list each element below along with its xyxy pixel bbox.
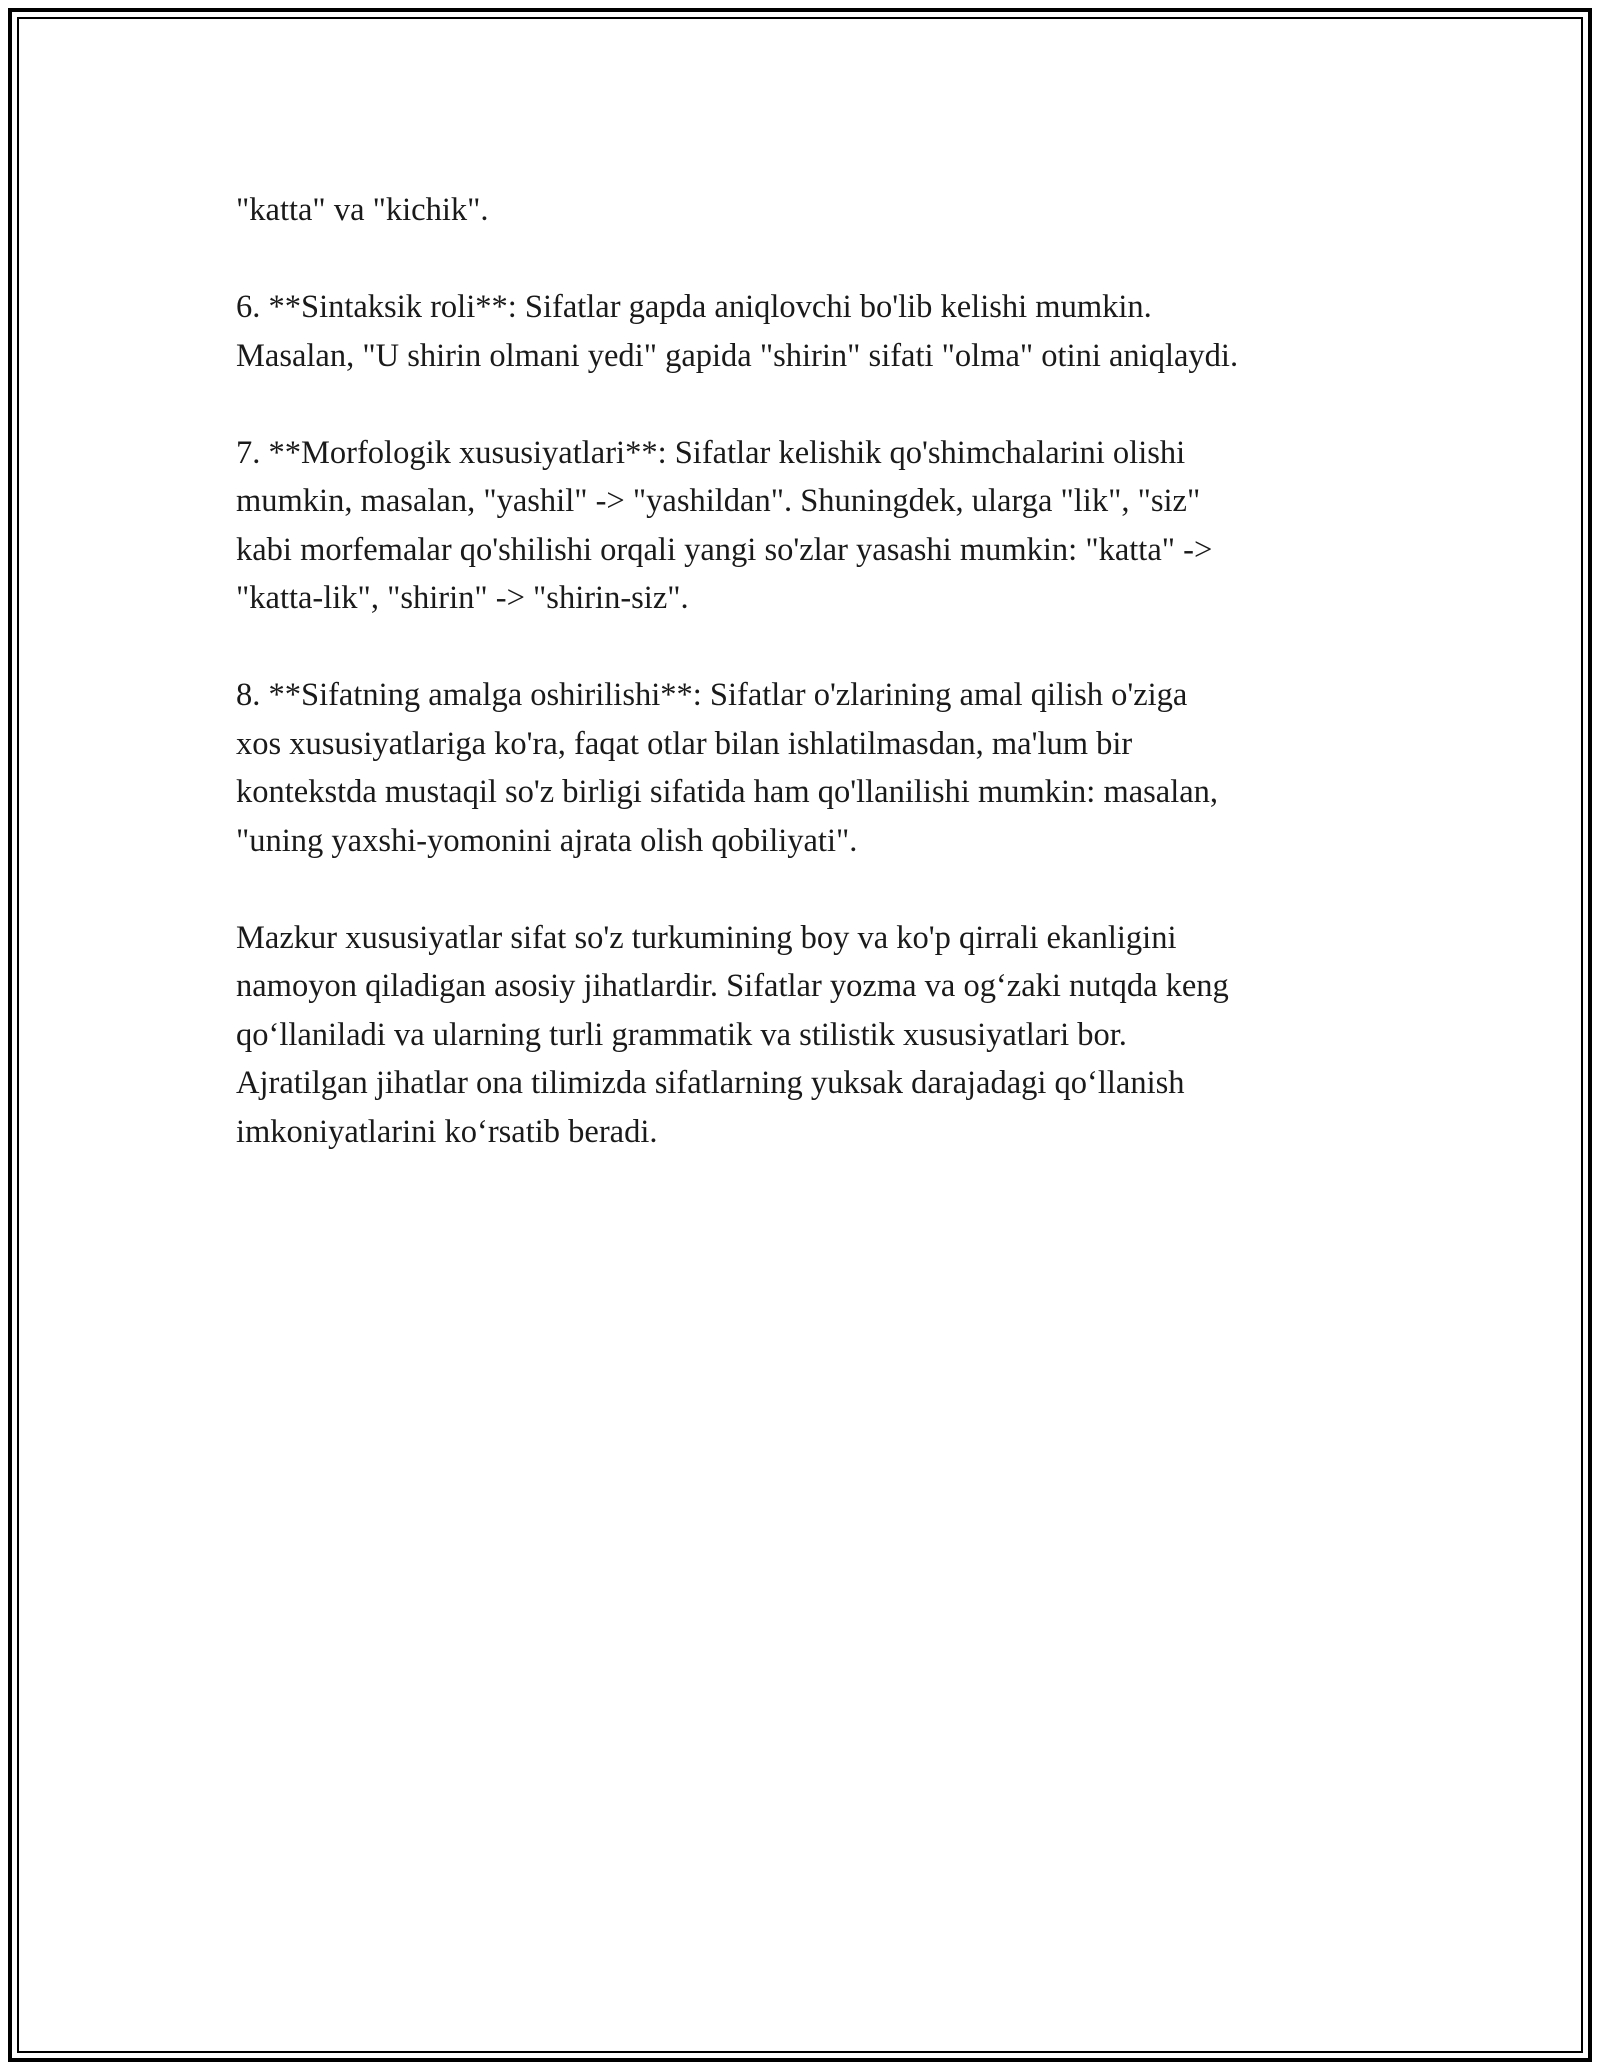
text-line: mumkin, masalan, "yashil" -> "yashildan". Shuningdek, ularga "lik", "siz" xyxy=(236,483,1201,519)
paragraph-item-8 xyxy=(236,671,1386,865)
text-line: Masalan, "U shirin olmani yedi" gapida "shirin" sifati "olma" otini aniqlaydi. xyxy=(236,337,1239,374)
text-line: 7. **Morfologik xususiyatlari**: Sifatlar kelishik qo'shimchalarini olishi xyxy=(236,434,1186,471)
paragraph-item-7 xyxy=(236,429,1386,623)
paragraph-conclusion xyxy=(236,914,1386,1157)
text-line: "katta-lik", "shirin" -> "shirin-siz". xyxy=(236,580,689,616)
text-line: 8. **Sifatning amalga oshirilishi**: Sifatlar o'zlarining amal qilish o'ziga xyxy=(236,677,1188,713)
text-line: Ajratilgan jihatlar ona tilimizda sifatlarning yuksak darajadagi qo‘llanish xyxy=(236,1065,1185,1101)
text-line: 6. **Sintaksik roli**: Sifatlar gapda aniqlovchi bo'lib kelishi mumkin. xyxy=(236,289,1152,325)
text-line: "katta" va "kichik". xyxy=(236,192,489,228)
text-line: imkoniyatlarini ko‘rsatib beradi. xyxy=(236,1113,658,1150)
text-line: Mazkur xususiyatlar sifat so'z turkumining boy va ko'p qirrali ekanligini xyxy=(236,919,1177,956)
text-line: "uning yaxshi-yomonini ajrata olish qobiliyati". xyxy=(236,822,858,859)
text-line: kontekstda mustaqil so'z birligi sifatida ham qo'llanilishi mumkin: masalan, xyxy=(236,774,1219,810)
text-line: qo‘llaniladi va ularning turli grammatik va stilistik xususiyatlari bor. xyxy=(236,1016,1127,1053)
document-body xyxy=(236,186,1386,1205)
text-line: kabi morfemalar qo'shilishi orqali yangi so'zlar yasashi mumkin: "katta" -> xyxy=(236,531,1213,568)
text-line: namoyon qiladigan asosiy jihatlardir. Sifatlar yozma va og‘zaki nutqda keng xyxy=(236,968,1229,1004)
paragraph-continuation xyxy=(236,186,1386,235)
paragraph-item-6 xyxy=(236,283,1386,380)
text-line: xos xususiyatlariga ko'ra, faqat otlar bilan ishlatilmasdan, ma'lum bir xyxy=(236,725,1133,762)
